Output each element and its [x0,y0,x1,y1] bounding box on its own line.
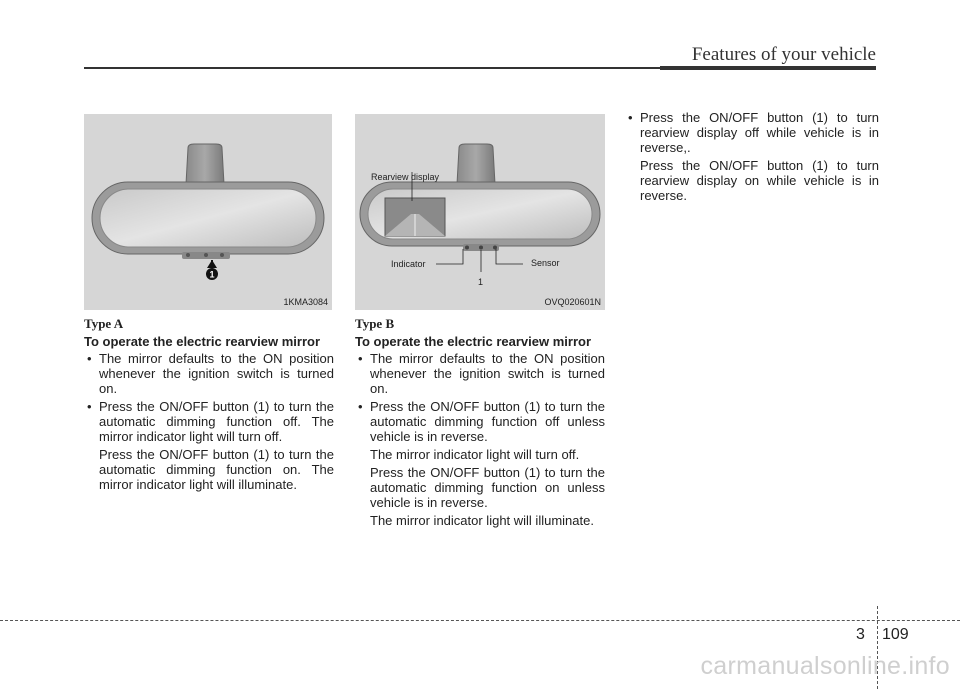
bullet-icon: • [358,351,363,366]
page-number: 109 [882,626,909,643]
figure-b-code: OVQ020601N [544,297,601,307]
type-a-list [84,351,334,492]
figure-a-code: 1KMA3084 [283,297,328,307]
type-b-list [355,351,605,528]
paragraph: The mirror defaults to the ON position whenever the ignition switch is turned on. [370,351,605,396]
paragraph: Press the ON/OFF button (1) to turn the automatic dimming function off. The mirror indicator light will turn off. [99,399,334,444]
type-a-label: Type A [84,316,124,331]
figure-a-callout: 1 [209,269,215,280]
mirror-type-a-illustration [84,114,332,310]
paragraph: The mirror indicator light will turn off. [370,447,580,462]
bullet-icon: • [87,399,92,414]
chapter-number: 3 [856,626,865,643]
rearview-display-label: Rearview display [371,172,440,182]
footer-divider [0,620,960,621]
paragraph: Press the ON/OFF button (1) to turn rearview display on while vehicle is in reverse. [640,158,879,203]
type-b-label: Type B [355,316,395,331]
bullet-icon: • [87,351,92,366]
paragraph: Press the ON/OFF button (1) to turn rearview display off while vehicle is in reverse,. [640,110,879,155]
indicator-label: Indicator [391,259,426,269]
list-item [84,351,334,396]
sensor-label: Sensor [531,258,560,268]
paragraph: Press the ON/OFF button (1) to turn the automatic dimming function on. The mirror indicator light will illuminate. [99,447,334,492]
rearview-display-column [625,110,879,206]
mirror-type-a-figure [84,114,332,310]
paragraph: Press the ON/OFF button (1) to turn the automatic dimming function on unless vehicle is in reverse. [370,465,605,510]
list-item [355,351,605,396]
paragraph: Press the ON/OFF button (1) to turn the automatic dimming function off unless vehicle is in reverse. [370,399,605,444]
paragraph: The mirror indicator light will illuminate. [370,513,594,528]
list-item [355,399,605,528]
rearview-display-list [625,110,879,203]
type-b-column [355,316,605,531]
type-a-heading: To operate the electric rearview mirror [84,334,321,349]
bullet-icon: • [358,399,363,414]
header-divider-accent [660,66,876,70]
watermark: carmanualsonline.info [700,652,950,680]
type-a-column [84,316,334,495]
list-item [625,110,879,203]
mirror-type-b-figure [355,114,605,310]
type-b-heading: To operate the electric rearview mirror [355,334,592,349]
page-header-title: Features of your vehicle [691,44,876,65]
paragraph: The mirror defaults to the ON position whenever the ignition switch is turned on. [99,351,334,396]
bullet-icon: • [628,110,633,125]
button-callout-label: 1 [478,277,484,287]
list-item [84,399,334,492]
